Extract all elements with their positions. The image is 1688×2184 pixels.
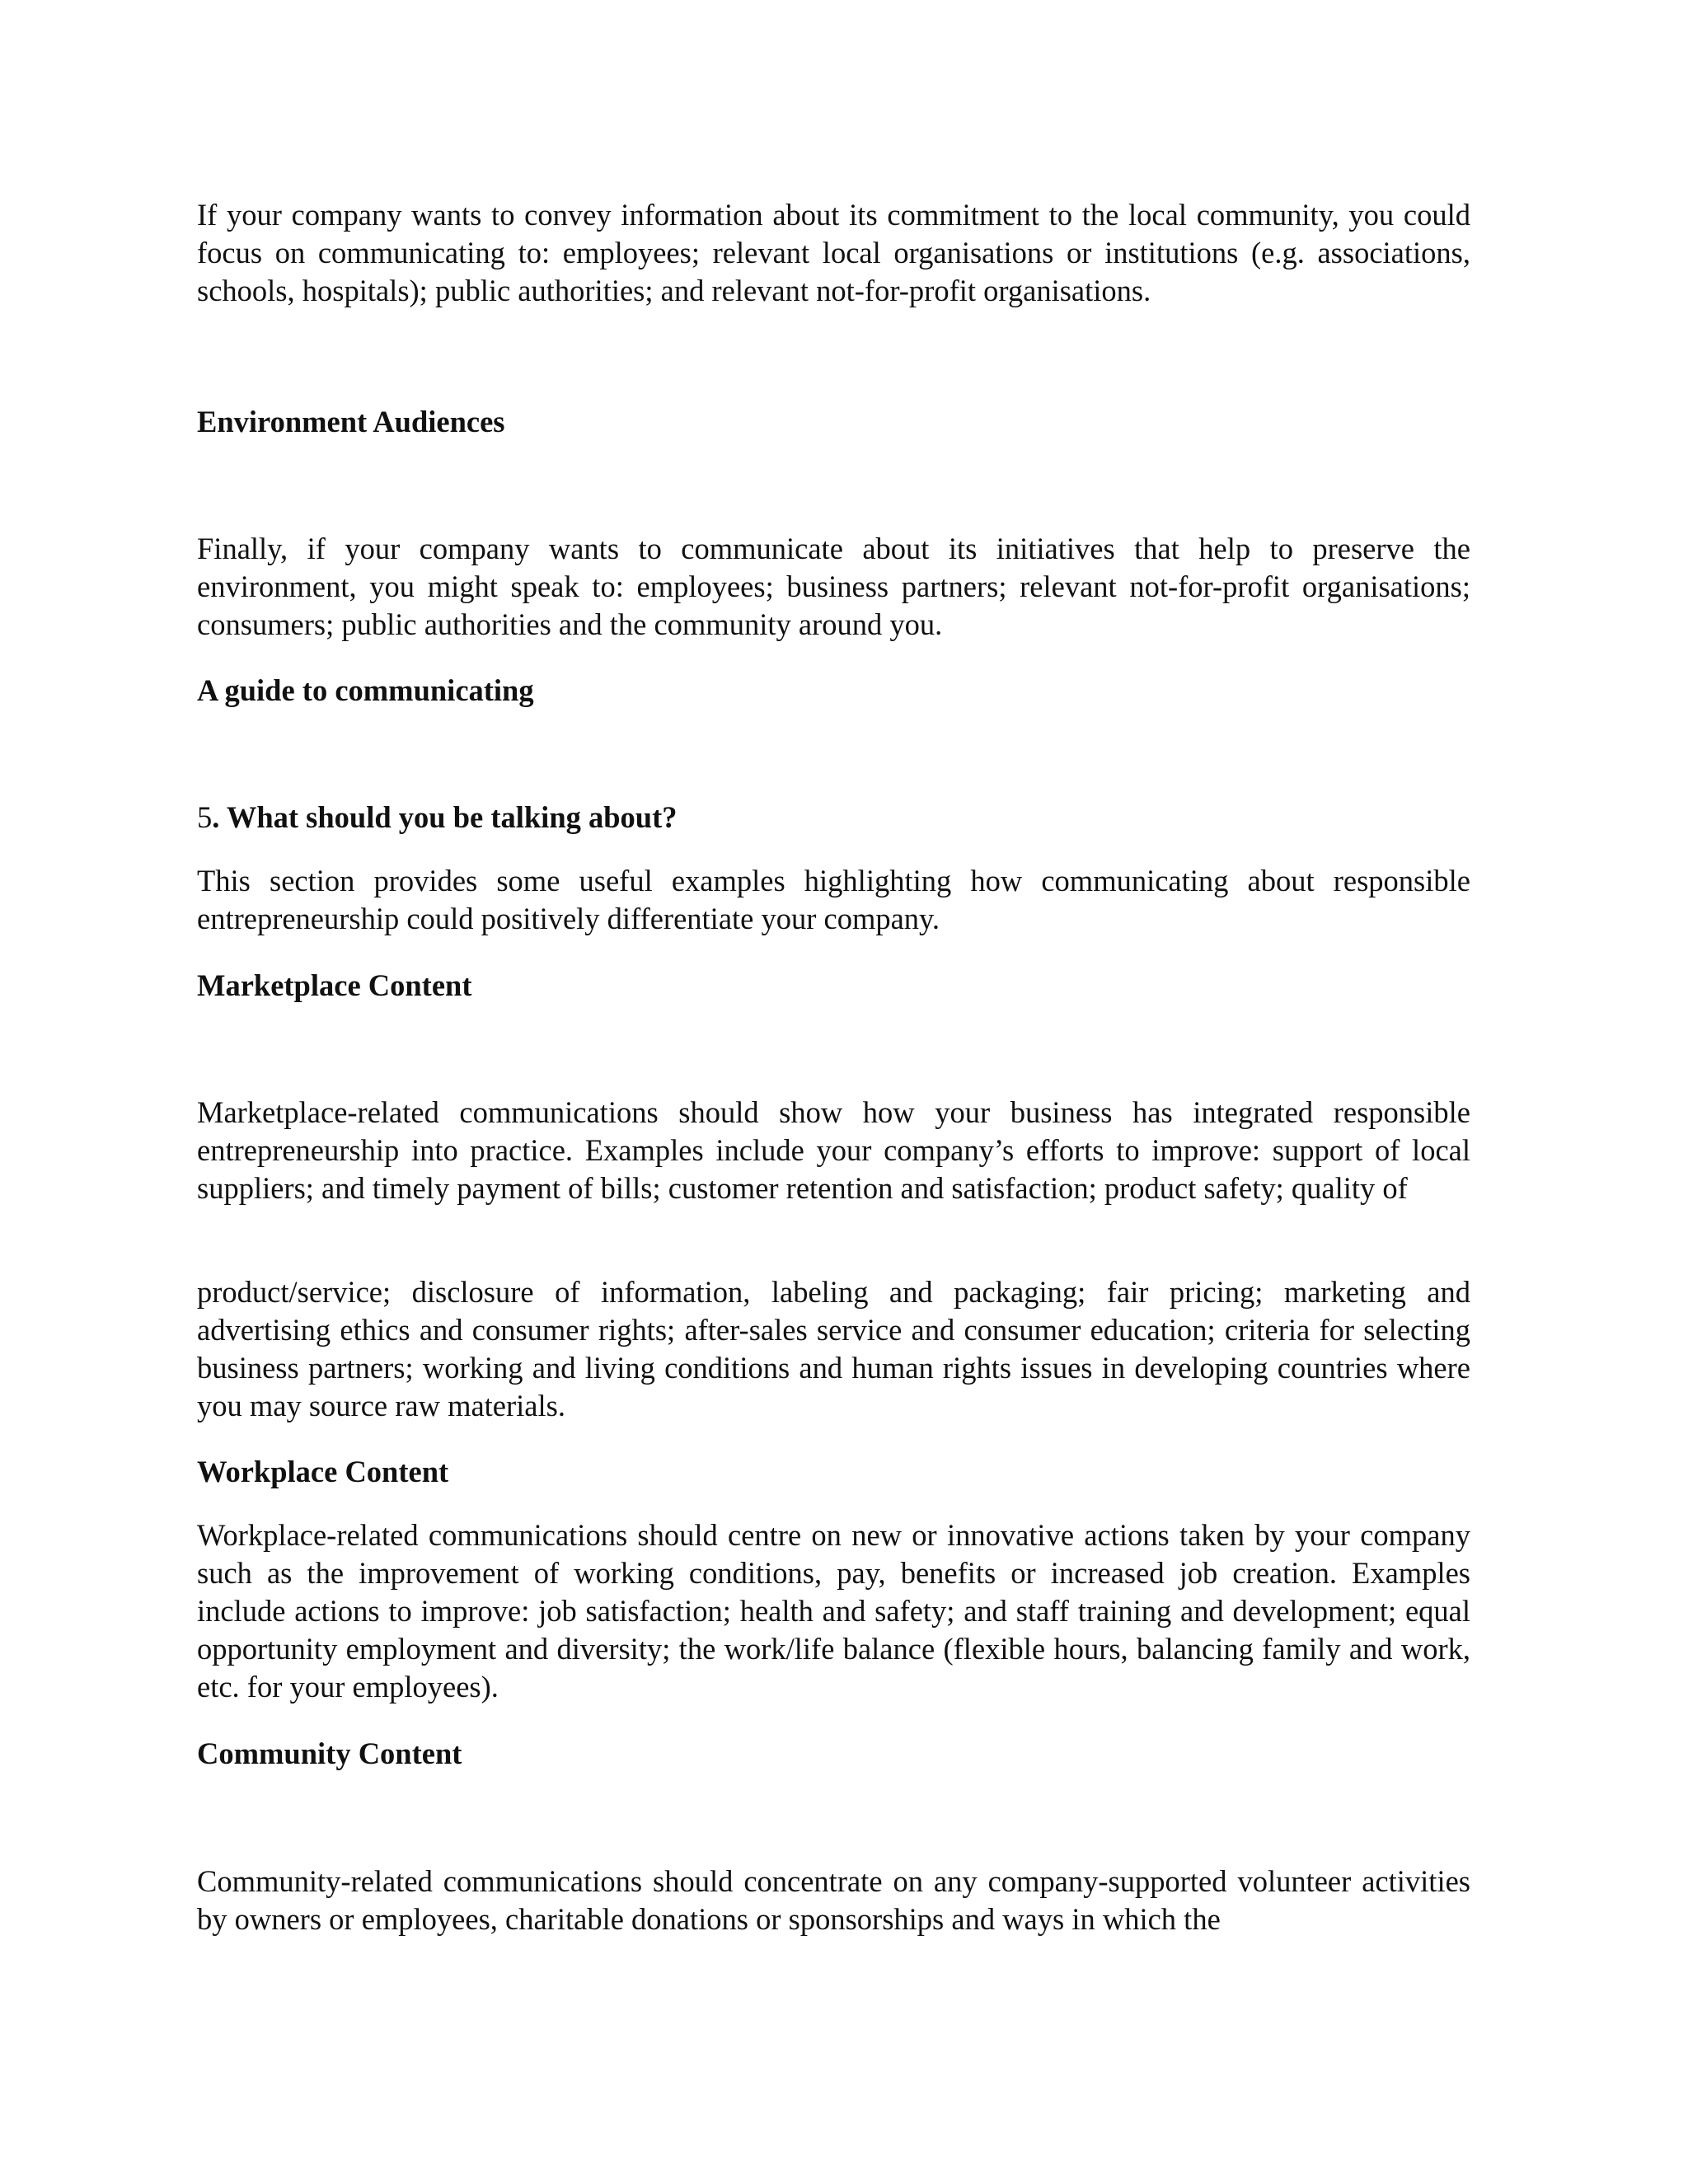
heading-marketplace-content: Marketplace Content [197,968,472,1002]
paragraph-section-intro: This section provides some useful examples highlighting how communicating about responsible entrepreneurship could positively differentiate your company. [197,864,1470,935]
heading-guide-to-communicating: A guide to communicating [197,673,534,707]
heading-community-content: Community Content [197,1736,462,1770]
paragraph-community-content: Community-related communications should concentrate on any company-supported volunteer activities by owners or employees, charitable donations or sponsorships and ways in which the [197,1864,1470,1936]
paragraph-marketplace-1: Marketplace-related communications should show how your business has integrated responsible entrepreneurship into practice. Examples include your company’s efforts to improve: support of local suppliers; and timely payment of bills; customer retention and satisfaction; product safety; quality of [197,1095,1470,1205]
heading-workplace-content: Workplace Content [197,1455,449,1488]
heading-section-5 [197,799,1470,837]
paragraph-workplace: Workplace-related communications should centre on new or innovative actions taken by your company such as the improvement of working conditions, pay, benefits or increased job creation. Examples include actions to improve: job satisfaction; health and safety; and staff training and development; equal opportunity employment and diversity; the work/life balance (flexible hours, balancing family and work, etc. for your employees). [197,1518,1470,1704]
paragraph-environment-audiences: Finally, if your company wants to communicate about its initiatives that help to preserve the environment, you might speak to: employees; business partners; relevant not-for-profit organisations; consumers; public authorities and the community around you. [197,532,1470,641]
heading-environment-audiences: Environment Audiences [197,405,505,438]
paragraph-marketplace-2: product/service; disclosure of information, labeling and packaging; fair pricing; marketing and advertising ethics and consumer rights; after-sales service and consumer education; criteria for selecting business partners; working and living conditions and human rights issues in developing countries where you may source raw materials. [197,1275,1470,1422]
section-title: . What should you be talking about? [212,800,678,834]
paragraph-community-audiences: If your company wants to convey information about its commitment to the local community, you could focus on communicating to: employees; relevant local organisations or institutions (e.g. associations, schools, hospitals); public authorities; and relevant not-for-profit organisations. [197,198,1470,307]
section-number: 5 [197,800,213,834]
